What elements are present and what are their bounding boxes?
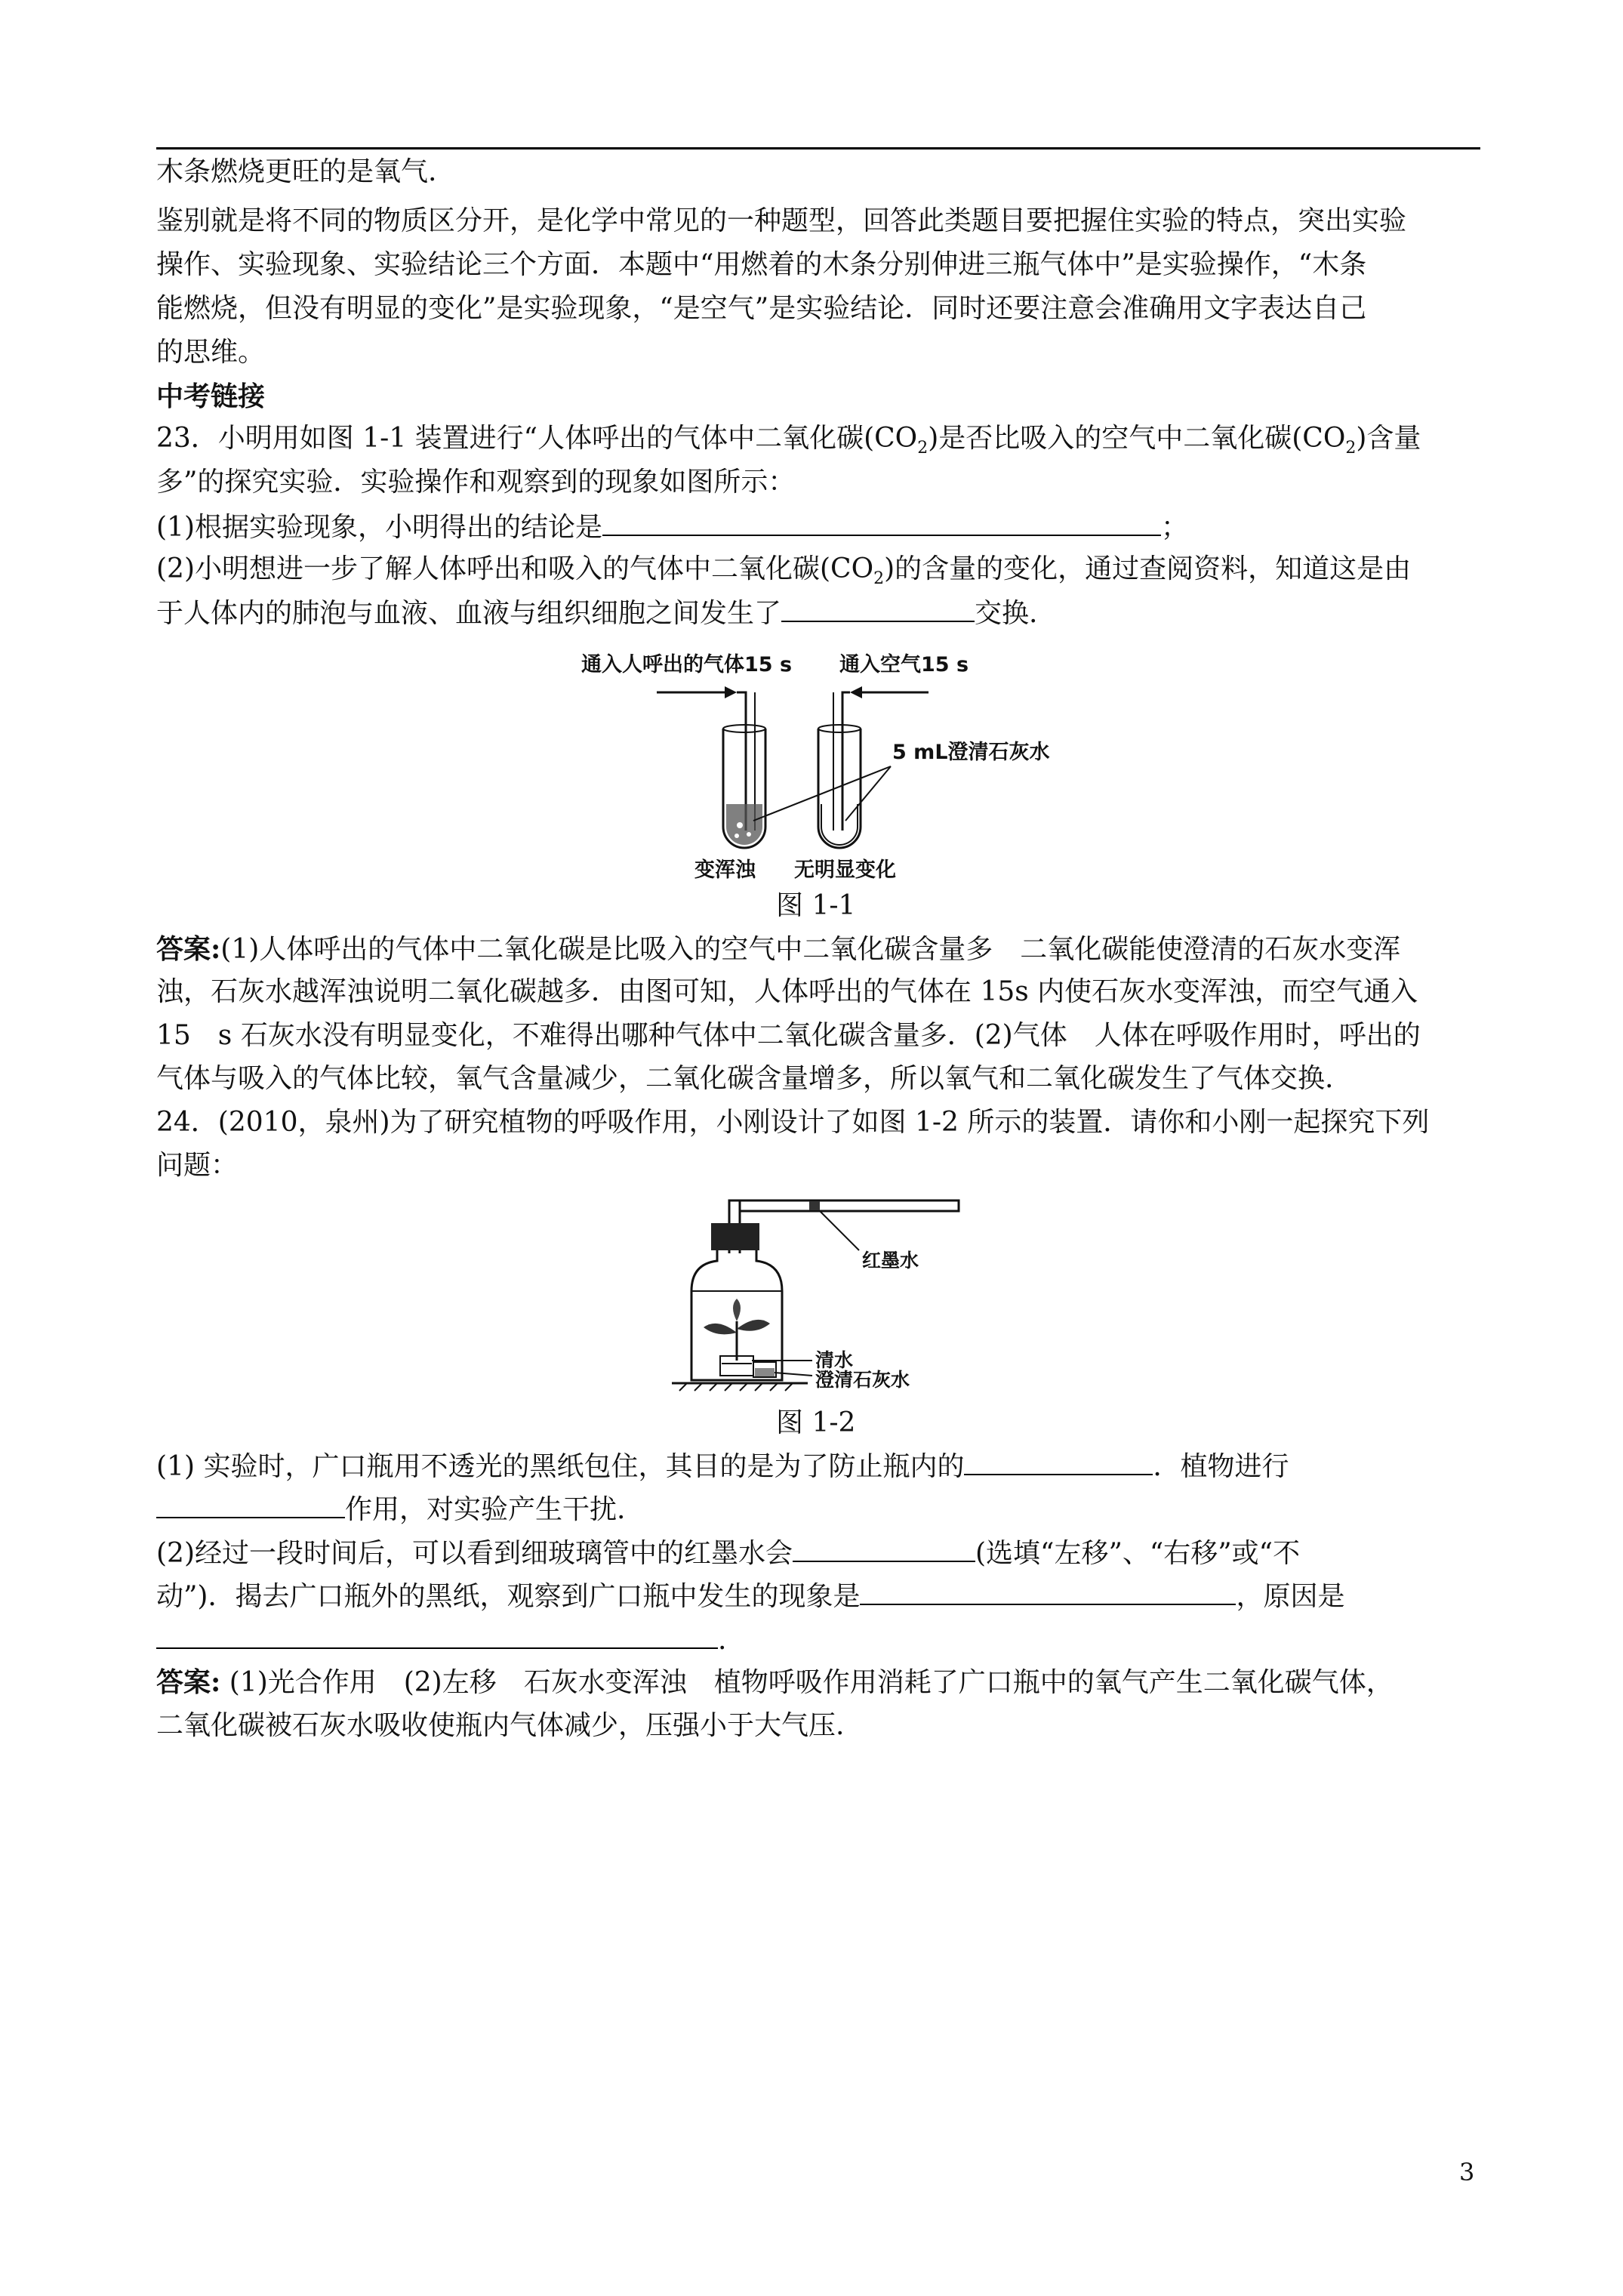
text-line: 的思维。 [156,337,266,368]
answer-blank[interactable] [860,1576,1236,1605]
answer-blank[interactable] [602,507,1161,536]
answer-blank[interactable] [781,593,975,622]
text-line: 鉴别就是将不同的物质区分开，是化学中常见的一种题型，回答此类题目要把握住实验的特点，突出实验 [156,205,1407,236]
fig1-label-limewater: 5 mL澄清石灰水 [892,741,1050,764]
answer-24-line1: 答案: (1)光合作用 (2)左移 石灰水变浑浊 植物呼吸作用消耗了广口瓶中的氧气产生二氧化碳气体， [156,1666,1394,1698]
fig2-label-redink: 红墨水 [862,1250,919,1271]
text-line: 能燃烧，但没有明显的变化”是实验现象，“是空气”是实验结论．同时还要注意会准确用文字表达自己 [156,293,1367,324]
question-23-part2-line2: 于人体内的肺泡与血液、血液与组织细胞之间发生了 交换. [156,593,1037,633]
figure-1-2 [664,1185,966,1404]
text-line: 木条燃烧更旺的是氧气. [156,156,437,187]
fig1-label-nochange: 无明显变化 [794,858,896,882]
text-line: 操作、实验现象、实验结论三个方面．本题中“用燃着的木条分别伸进三瓶气体中”是实验操作，“木条 [156,249,1367,280]
fig1-label-exhaled: 通入人呼出的气体15 s [581,653,793,676]
fig1-label-air: 通入空气15 s [839,653,969,676]
question-24-part1-line1: (1) 实验时，广口瓶用不透光的黑纸包住，其目的是为了防止瓶内的 ．植物进行 [156,1447,1289,1486]
figure-1-1 [566,646,1095,887]
question-24-part2-line2: 动”)．揭去广口瓶外的黑纸，观察到广口瓶中发生的现象是 ，原因是 [156,1576,1344,1616]
figure-1-1-caption: 图 1-1 [776,890,856,921]
figure-1-2-caption: 图 1-2 [776,1407,856,1438]
answer-blank[interactable] [964,1447,1153,1475]
fig2-label-limewater: 澄清石灰水 [815,1369,910,1391]
answer-blank[interactable] [793,1533,975,1562]
question-24-part2-line3: . [156,1620,726,1660]
answer-23-line1: 答案:(1)人体呼出的气体中二氧化碳是比吸入的空气中二氧化碳含量多 二氧化碳能使澄清的石灰水变浑 [156,933,1401,965]
fig2-label-water: 清水 [815,1349,854,1371]
header-rule [156,147,1480,149]
answer-blank[interactable] [156,1490,345,1518]
question-23-line2: 多”的探究实验．实验操作和观察到的现象如图所示： [156,467,796,498]
answer-24-line2: 二氧化碳被石灰水吸收使瓶内气体减少，压强小于大气压. [156,1710,845,1741]
answer-blank[interactable] [156,1620,718,1649]
section-heading: 中考链接 [156,381,266,412]
question-24-line2: 问题： [156,1150,239,1181]
question-24-part2-line1: (2)经过一段时间后，可以看到细玻璃管中的红墨水会 (选填“左移”、“右移”或“不 [156,1533,1300,1573]
question-24-line1: 24．(2010，泉州)为了研究植物的呼吸作用，小刚设计了如图 1-2 所示的装置．请你和小刚一起探究下列 [156,1107,1430,1138]
question-23-part2-line1: (2)小明想进一步了解人体呼出和吸入的气体中二氧化碳$(CO_2)$的含量的变化，通过查阅资料，知道这是由 [156,553,1412,589]
answer-23-line3: 15 s 石灰水没有明显变化，不难得出哪种气体中二氧化碳含量多．(2)气体 人体在呼吸作用时，呼出的 [156,1020,1421,1051]
question-23-line1: 23．小明用如图 1-1 装置进行“人体呼出的气体中二氧化碳$(CO_2)$是否比吸入的空气中二氧化碳$(CO_2)$含量 [156,423,1421,458]
answer-23-line4: 气体与吸入的气体比较，氧气含量减少，二氧化碳含量增多，所以氧气和二氧化碳发生了气体交换. [156,1063,1334,1094]
fig1-label-turbid: 变浑浊 [694,858,756,882]
question-24-part1-line2: 作用，对实验产生干扰. [156,1490,625,1529]
question-23-part1: (1)根据实验现象，小明得出的结论是 ； [156,507,1188,547]
page-number: 3 [1459,2158,1475,2187]
answer-23-line2: 浊，石灰水越浑浊说明二氧化碳越多．由图可知，人体呼出的气体在 15s 内使石灰水变浑浊，而空气通入 [156,976,1418,1007]
